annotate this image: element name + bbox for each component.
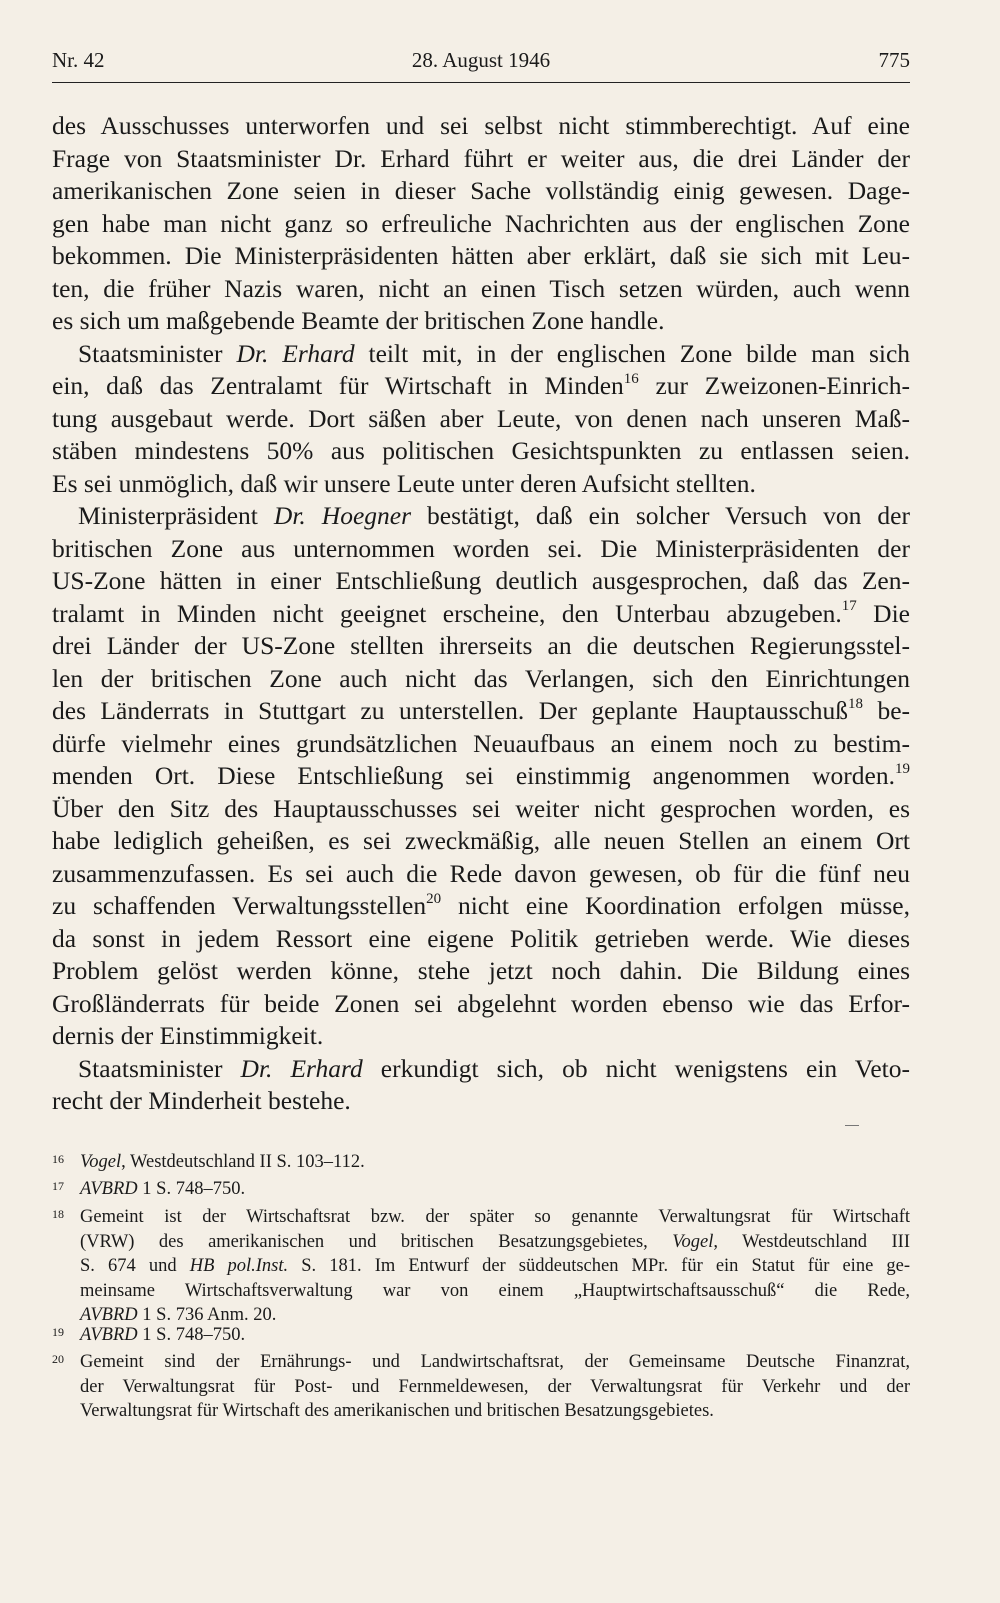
footnote-line: AVBRD 1 S. 748–750. bbox=[80, 1179, 246, 1199]
body-line: tung ausgebaut werde. Dort säßen aber Leute, von denen nach unseren Maß- bbox=[52, 403, 910, 433]
body-line: Über den Sitz des Hauptausschusses sei weiter nicht gesprochen worden, es bbox=[52, 793, 910, 823]
body-line: es sich um maßgebende Beamte der britischen Zone handle. bbox=[52, 306, 665, 335]
body-line: dürfe vielmehr eines grundsätzlichen Neuaufbaus an einem noch zu bestim- bbox=[52, 728, 910, 758]
body-line: ein, daß das Zentralamt für Wirtschaft in Minden$^{16}$ zur Zweizonen-Einrich- bbox=[52, 370, 910, 400]
body-line: US-Zone hätten in einer Entschließung deutlich ausgesprochen, daß das Zen- bbox=[52, 566, 910, 595]
footnote-separator bbox=[845, 1125, 859, 1126]
footnote-line: AVBRD 1 S. 736 Anm. 20. bbox=[80, 1305, 277, 1325]
body-line: da sonst in jedem Ressort eine eigene Politik getrieben werde. Wie dieses bbox=[52, 923, 910, 953]
footnote-line: AVBRD 1 S. 748–750. bbox=[80, 1325, 246, 1345]
page-number: 775 bbox=[878, 48, 910, 72]
page-header bbox=[52, 48, 910, 78]
footnote-line: Verwaltungsrat für Wirtschaft des amerikanischen und britischen Besatzungsgebietes. bbox=[80, 1401, 714, 1421]
footnote-number: 17 bbox=[52, 1179, 64, 1193]
footnote-line: Gemeint sind der Ernährungs- und Landwirtschaftsrat, der Gemeinsame Deutsche Finanzrat, bbox=[80, 1352, 910, 1372]
body-line: ten, die früher Nazis waren, nicht an einen Tisch setzen würden, auch wenn bbox=[52, 273, 910, 303]
footnote-17 bbox=[52, 1177, 910, 1202]
footnote-line: (VRW) des amerikanischen und britischen Besatzungsgebietes, Vogel, Westdeutschland III bbox=[80, 1231, 910, 1252]
footnote-18 bbox=[52, 1205, 910, 1328]
body-line: dernis der Einstimmigkeit. bbox=[52, 1021, 324, 1050]
body-line: habe lediglich geheißen, es sei zweckmäßig, alle neuen Stellen an einem Ort bbox=[52, 826, 910, 855]
footnote-20 bbox=[52, 1350, 910, 1424]
body-line: Ministerpräsident Dr. Hoegner bestätigt, daß ein solcher Versuch von der bbox=[78, 501, 910, 530]
body-line: menden Ort. Diese Entschließung sei einstimmig angenommen worden.$^{19}$ bbox=[52, 760, 910, 790]
body-line: stäben mindestens 50% aus politischen Gesichtspunkten zu entlassen seien. bbox=[52, 436, 910, 465]
body-line: Staatsminister Dr. Erhard teilt mit, in der englischen Zone bilde man sich bbox=[78, 338, 911, 368]
footnote-number: 16 bbox=[52, 1152, 64, 1166]
body-line: len der britischen Zone auch nicht das Verlangen, sich den Einrichtungen bbox=[52, 663, 910, 693]
body-line: bekommen. Die Ministerpräsidenten hätten aber erklärt, daß sie sich mit Leu- bbox=[52, 241, 910, 270]
body-line: zusammenzufassen. Es sei auch die Rede davon gewesen, ob für die fünf neu bbox=[52, 858, 910, 888]
footnote-line: meinsame Wirtschaftsverwaltung war von einem „Hauptwirtschaftsausschuß“ die Rede, bbox=[80, 1280, 910, 1301]
body-line: tralamt in Minden nicht geeignet erscheine, den Unterbau abzugeben.$^{17}$ Die bbox=[52, 598, 910, 628]
footnote-line: Vogel, Westdeutschland II S. 103–112. bbox=[80, 1152, 365, 1172]
header-rule bbox=[52, 82, 910, 83]
body-line: Es sei unmöglich, daß wir unsere Leute unter deren Aufsicht stellten. bbox=[52, 468, 756, 498]
page-date: 28. August 1946 bbox=[411, 48, 551, 72]
body-text bbox=[52, 110, 910, 1118]
body-line: amerikanischen Zone seien in dieser Sache vollständig einig gewesen. Dage- bbox=[52, 176, 910, 205]
footnote-line: der Verwaltungsrat für Post- und Fernmeldewesen, der Verwaltungsrat für Verkehr und der bbox=[80, 1376, 910, 1397]
body-line: Frage von Staatsminister Dr. Erhard führt er weiter aus, die drei Länder der bbox=[52, 143, 910, 173]
body-line: Staatsminister Dr. Erhard erkundigt sich, ob nicht wenigstens ein Veto- bbox=[78, 1053, 911, 1083]
footnote-number: 20 bbox=[52, 1352, 64, 1366]
footnote-16 bbox=[52, 1150, 910, 1175]
body-line: des Ausschusses unterworfen und sei selbst nicht stimmberechtigt. Auf eine bbox=[52, 111, 910, 140]
footnote-line: S. 674 und HB pol.Inst. S. 181. Im Entwurf der süddeutschen MPr. für ein Statut für eine ge- bbox=[80, 1256, 910, 1276]
issue-number: Nr. 42 bbox=[52, 48, 105, 72]
body-line: recht der Minderheit bestehe. bbox=[52, 1086, 351, 1115]
body-line: des Länderrats in Stuttgart zu unterstellen. Der geplante Hauptausschuß$^{18}$ be- bbox=[52, 695, 910, 725]
footnote-number: 19 bbox=[52, 1325, 64, 1339]
body-line: britischen Zone aus unternommen worden sei. Die Ministerpräsidenten der bbox=[52, 533, 910, 563]
footnote-19 bbox=[52, 1323, 910, 1348]
footnote-line: Gemeint ist der Wirtschaftsrat bzw. der später so genannte Verwaltungsrat für Wirtschaft bbox=[80, 1207, 910, 1227]
body-line: Problem gelöst werden könne, stehe jetzt noch dahin. Die Bildung eines bbox=[52, 956, 910, 985]
body-line: drei Länder der US-Zone stellten ihrerseits an die deutschen Regierungsstel- bbox=[52, 631, 910, 660]
footnote-number: 18 bbox=[52, 1207, 64, 1221]
body-line: gen habe man nicht ganz so erfreuliche Nachrichten aus der englischen Zone bbox=[52, 208, 910, 238]
body-line: Großländerrats für beide Zonen sei abgelehnt worden ebenso wie das Erfor- bbox=[52, 988, 910, 1018]
body-line: zu schaffenden Verwaltungsstellen$^{20}$ nicht eine Koordination erfolgen müsse, bbox=[52, 890, 910, 920]
